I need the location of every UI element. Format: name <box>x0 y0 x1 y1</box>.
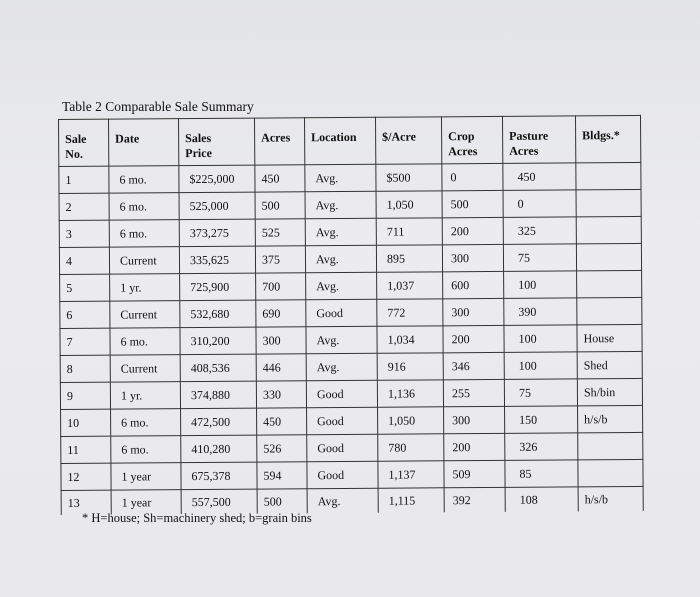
cell-acres: 594 <box>257 462 307 489</box>
cell-bldgs <box>576 189 641 216</box>
column-header-sale-no <box>59 119 109 166</box>
cell-location: Avg. <box>306 353 377 380</box>
cell-crop-acres: 300 <box>442 244 503 271</box>
cell-location: Avg. <box>305 218 376 245</box>
cell-sales-price: 532,680 <box>180 300 256 328</box>
cell-date: Current <box>110 301 180 328</box>
cell-sales-price: 408,536 <box>180 354 256 382</box>
cell-pasture-acres: 75 <box>503 244 576 272</box>
cell-sale-no: 8 <box>60 355 110 382</box>
cell-sale-no: 4 <box>59 247 109 274</box>
cell-date: 1 yr. <box>110 274 180 301</box>
cell-dollars-per-acre: 1,050 <box>376 191 442 218</box>
column-header-bldgs <box>575 115 640 162</box>
cell-pasture-acres: 325 <box>503 217 576 245</box>
cell-dollars-per-acre: 1,034 <box>377 326 443 353</box>
cell-location: Good <box>306 299 377 326</box>
cell-bldgs: h/s/b <box>578 405 643 432</box>
column-header-dollars-per-acre <box>375 117 441 164</box>
cell-acres: 690 <box>256 300 306 327</box>
table-row <box>59 216 641 247</box>
cell-bldgs <box>577 297 642 324</box>
column-header-line: Acres <box>261 130 291 145</box>
table-row <box>60 270 642 301</box>
cell-location: Good <box>307 434 378 461</box>
cell-dollars-per-acre: 1,137 <box>378 461 444 488</box>
cell-pasture-acres: 450 <box>503 163 576 191</box>
cell-crop-acres: 600 <box>443 271 504 298</box>
table-row <box>59 162 641 193</box>
cell-location: Avg. <box>305 245 376 272</box>
column-header-line: Acres <box>509 143 539 158</box>
column-header-line: Price <box>185 145 212 161</box>
cell-crop-acres: 300 <box>444 406 505 433</box>
cell-dollars-per-acre: 1,050 <box>378 407 444 434</box>
cell-sale-no: 1 <box>59 166 109 193</box>
column-header-line: Location <box>311 129 357 145</box>
cell-date: 6 mo. <box>109 193 179 220</box>
cell-bldgs: Sh/bin <box>577 378 642 405</box>
cell-pasture-acres: 108 <box>505 487 578 512</box>
cell-sale-no: 10 <box>61 409 111 436</box>
column-header-line: Pasture <box>509 128 549 143</box>
cell-location: Good <box>307 461 378 488</box>
cell-dollars-per-acre: 895 <box>376 245 442 272</box>
cell-acres: 446 <box>256 354 306 381</box>
cell-pasture-acres: 100 <box>504 325 577 353</box>
cell-date: 1 year <box>111 490 181 515</box>
cell-sale-no: 12 <box>61 463 111 490</box>
cell-sale-no: 5 <box>60 274 110 301</box>
cell-bldgs <box>576 243 641 270</box>
cell-sales-price: 335,625 <box>179 246 255 274</box>
cell-date: Current <box>110 355 180 382</box>
cell-sale-no: 3 <box>59 220 109 247</box>
cell-date: 6 mo. <box>111 409 181 436</box>
table-title: Table 2 Comparable Sale Summary <box>62 99 254 114</box>
cell-date: 1 year <box>111 463 181 490</box>
cell-crop-acres: 200 <box>443 325 504 352</box>
column-header-line: Date <box>115 131 140 146</box>
cell-location: Good <box>307 407 378 434</box>
cell-dollars-per-acre: 1,037 <box>377 272 443 299</box>
cell-bldgs <box>578 459 643 486</box>
cell-pasture-acres: 100 <box>504 352 577 380</box>
cell-crop-acres: 500 <box>442 190 503 217</box>
column-header-line: $/Acre <box>382 129 416 144</box>
cell-crop-acres: 300 <box>443 298 504 325</box>
cell-sales-price: 557,500 <box>181 489 257 514</box>
cell-acres: 700 <box>256 273 306 300</box>
cell-sales-price: 472,500 <box>181 408 257 436</box>
cell-location: Avg. <box>305 191 376 218</box>
cell-bldgs: House <box>577 324 642 351</box>
cell-location: Avg. <box>306 326 377 353</box>
cell-bldgs: h/s/b <box>578 486 643 511</box>
comparable-sale-table <box>58 115 644 515</box>
cell-acres: 450 <box>257 408 307 435</box>
table-row <box>61 459 643 490</box>
column-header-date <box>109 119 179 166</box>
cell-pasture-acres: 0 <box>503 190 576 218</box>
column-header-line: Sale <box>65 131 87 146</box>
column-header-line: Sales <box>185 130 212 146</box>
cell-acres: 450 <box>255 165 305 192</box>
table-row <box>61 405 643 436</box>
column-header-crop-acres <box>441 116 502 163</box>
cell-bldgs: Shed <box>577 351 642 378</box>
table-row <box>60 297 642 328</box>
cell-dollars-per-acre: 780 <box>378 434 444 461</box>
cell-dollars-per-acre: $500 <box>376 164 442 191</box>
cell-sales-price: 373,275 <box>179 219 255 247</box>
cell-acres: 375 <box>255 246 305 273</box>
column-header-pasture-acres <box>502 116 575 164</box>
cell-crop-acres: 200 <box>444 433 505 460</box>
column-header-line: Bldgs.* <box>582 128 620 143</box>
cell-crop-acres: 392 <box>444 487 505 512</box>
cell-sale-no: 2 <box>59 193 109 220</box>
cell-sale-no: 7 <box>60 328 110 355</box>
cell-sale-no: 11 <box>61 436 111 463</box>
cell-location: Avg. <box>307 488 378 513</box>
cell-acres: 500 <box>255 192 305 219</box>
cell-sale-no: 6 <box>60 301 110 328</box>
cell-dollars-per-acre: 711 <box>376 218 442 245</box>
cell-bldgs <box>577 270 642 297</box>
cell-sales-price: 525,000 <box>179 192 255 220</box>
cell-sale-no: 13 <box>61 490 111 515</box>
cell-acres: 300 <box>256 327 306 354</box>
cell-crop-acres: 0 <box>442 163 503 190</box>
cell-dollars-per-acre: 1,136 <box>377 380 443 407</box>
table-row <box>59 243 641 274</box>
cell-bldgs <box>576 216 641 243</box>
column-header-sales-price <box>179 118 255 166</box>
cell-dollars-per-acre: 772 <box>377 299 443 326</box>
footnote: * H=house; Sh=machinery shed; b=grain bins <box>82 511 312 525</box>
cell-dollars-per-acre: 1,115 <box>378 488 444 513</box>
column-header-location <box>304 117 375 164</box>
column-header-acres <box>254 118 304 165</box>
cell-pasture-acres: 150 <box>505 406 578 434</box>
table-row <box>61 432 643 463</box>
cell-date: 6 mo. <box>109 166 179 193</box>
cell-sale-no: 9 <box>60 382 110 409</box>
table-row <box>59 189 641 220</box>
cell-acres: 526 <box>257 435 307 462</box>
header-row <box>59 115 641 166</box>
cell-crop-acres: 255 <box>443 379 504 406</box>
cell-acres: 500 <box>257 489 307 514</box>
cell-acres: 525 <box>255 219 305 246</box>
cell-crop-acres: 200 <box>442 217 503 244</box>
cell-location: Avg. <box>306 272 377 299</box>
cell-bldgs <box>578 432 643 459</box>
cell-crop-acres: 509 <box>444 460 505 487</box>
cell-acres: 330 <box>256 381 306 408</box>
cell-crop-acres: 346 <box>443 352 504 379</box>
cell-sales-price: 374,880 <box>180 381 256 409</box>
table-row <box>60 351 642 382</box>
cell-date: 6 mo. <box>111 436 181 463</box>
cell-pasture-acres: 75 <box>504 379 577 407</box>
column-header-line: Acres <box>448 144 478 159</box>
cell-pasture-acres: 85 <box>505 460 578 488</box>
table-row <box>60 378 642 409</box>
cell-sales-price: 410,280 <box>181 435 257 463</box>
cell-sales-price: $225,000 <box>179 165 255 193</box>
cell-bldgs <box>576 162 641 189</box>
cell-sales-price: 725,900 <box>180 273 256 301</box>
cell-dollars-per-acre: 916 <box>377 353 443 380</box>
column-header-line: No. <box>65 146 83 161</box>
cell-date: 6 mo. <box>110 328 180 355</box>
column-header-line: Crop <box>448 129 475 144</box>
cell-location: Avg. <box>305 164 376 191</box>
cell-sales-price: 675,378 <box>181 462 257 490</box>
cell-location: Good <box>306 380 377 407</box>
cell-pasture-acres: 390 <box>504 298 577 326</box>
cell-pasture-acres: 326 <box>505 433 578 461</box>
cell-date: 1 yr. <box>110 382 180 409</box>
table-row <box>60 324 642 355</box>
cell-date: 6 mo. <box>109 220 179 247</box>
cell-pasture-acres: 100 <box>504 271 577 299</box>
cell-sales-price: 310,200 <box>180 327 256 355</box>
cell-date: Current <box>109 247 179 274</box>
